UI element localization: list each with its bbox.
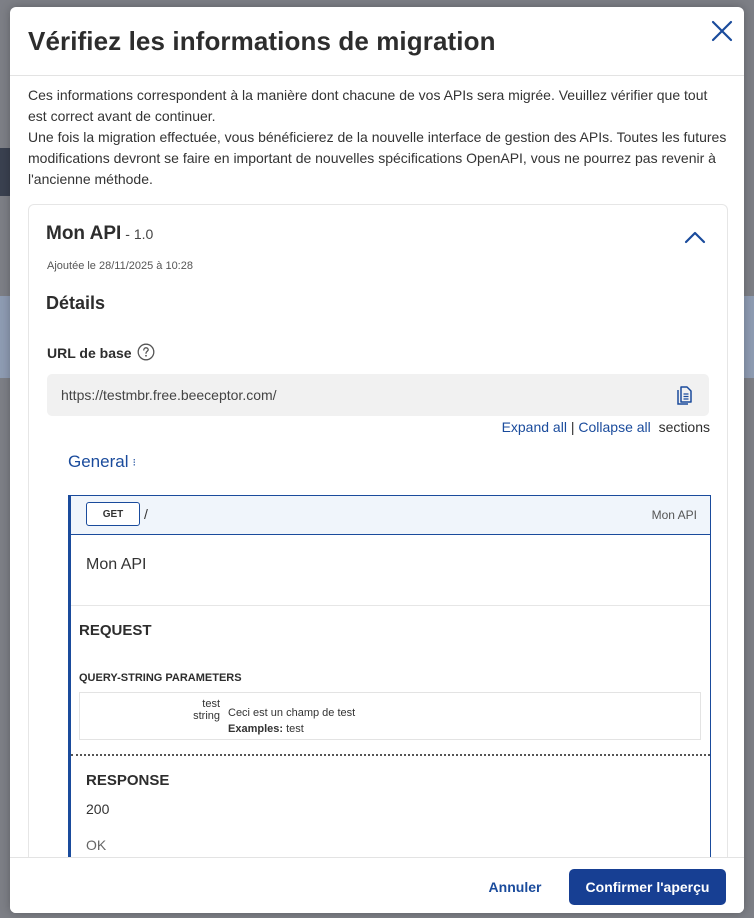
query-params-heading: QUERY-STRING PARAMETERS	[79, 672, 242, 684]
response-divider	[71, 754, 710, 756]
intro-paragraph-1: Ces informations correspondent à la manière dont chacune de vos APIs sera migrée. Veuillez vérifier que tout est correct avant de continuer.	[28, 87, 708, 124]
operation-summary: Mon API	[86, 556, 147, 573]
cancel-button[interactable]: Annuler	[478, 869, 552, 905]
collapse-button[interactable]	[681, 225, 709, 249]
migration-review-modal	[10, 7, 744, 913]
details-heading: Détails	[46, 293, 106, 313]
api-name: Mon API	[46, 223, 122, 244]
background-app-banner-right	[744, 296, 754, 378]
operation-tag: Mon API	[651, 508, 697, 522]
section-general-label: General	[68, 452, 129, 471]
param-description-cell	[228, 705, 355, 737]
expand-all-link[interactable]: Expand all	[501, 419, 567, 435]
api-card	[28, 204, 728, 857]
param-row	[79, 692, 701, 740]
api-added-date: Ajoutée le 28/11/2025 à 10:28	[47, 260, 193, 272]
examples-value: test	[286, 723, 304, 735]
operation-header[interactable]	[71, 496, 710, 535]
modal-footer	[10, 857, 744, 913]
param-examples	[228, 721, 355, 737]
section-dots-icon: ⁝	[132, 457, 136, 470]
base-url-field	[47, 374, 709, 416]
operation-path: /	[144, 506, 148, 522]
confirm-button[interactable]: Confirmer l'aperçu	[569, 869, 726, 905]
question-circle-icon[interactable]	[137, 343, 155, 361]
response-heading: RESPONSE	[86, 772, 170, 789]
expand-collapse-controls	[502, 419, 710, 435]
modal-body[interactable]	[10, 76, 744, 857]
expand-separator: |	[570, 419, 575, 435]
base-url-label: URL de base	[47, 345, 132, 361]
api-version: - 1.0	[125, 226, 154, 242]
modal-title: Vérifiez les informations de migration	[28, 26, 496, 56]
response-code: 200	[86, 801, 110, 817]
param-name: test	[202, 698, 220, 710]
param-name-cell	[80, 698, 220, 722]
chevron-up-icon	[684, 230, 706, 244]
operation-divider	[71, 605, 710, 606]
api-title	[46, 223, 153, 245]
intro-text	[28, 85, 728, 190]
background-app-panel	[0, 148, 10, 196]
param-type: string	[193, 710, 220, 722]
base-url-value: https://testmbr.free.beeceptor.com/	[61, 387, 277, 403]
sections-label: sections	[658, 419, 710, 435]
close-button[interactable]	[708, 17, 736, 45]
param-description: Ceci est un champ de test	[228, 707, 356, 719]
method-badge[interactable]: GET	[86, 502, 140, 526]
background-app-banner-left	[0, 296, 10, 378]
request-heading: REQUEST	[79, 622, 152, 639]
response-message: OK	[86, 837, 107, 853]
section-general[interactable]	[68, 452, 136, 472]
intro-paragraph-2: Une fois la migration effectuée, vous bénéficierez de la nouvelle interface de gestion des APIs. Toutes les futures modifications devront se faire en important de nouvelles spécifications OpenAPI, vous ne pourrez pas revenir à l'ancienne méthode.	[28, 129, 727, 187]
collapse-all-link[interactable]: Collapse all	[578, 419, 651, 435]
copy-icon[interactable]	[673, 384, 695, 406]
examples-label: Examples:	[228, 723, 284, 735]
operation-block	[68, 495, 711, 857]
close-icon	[711, 20, 733, 42]
